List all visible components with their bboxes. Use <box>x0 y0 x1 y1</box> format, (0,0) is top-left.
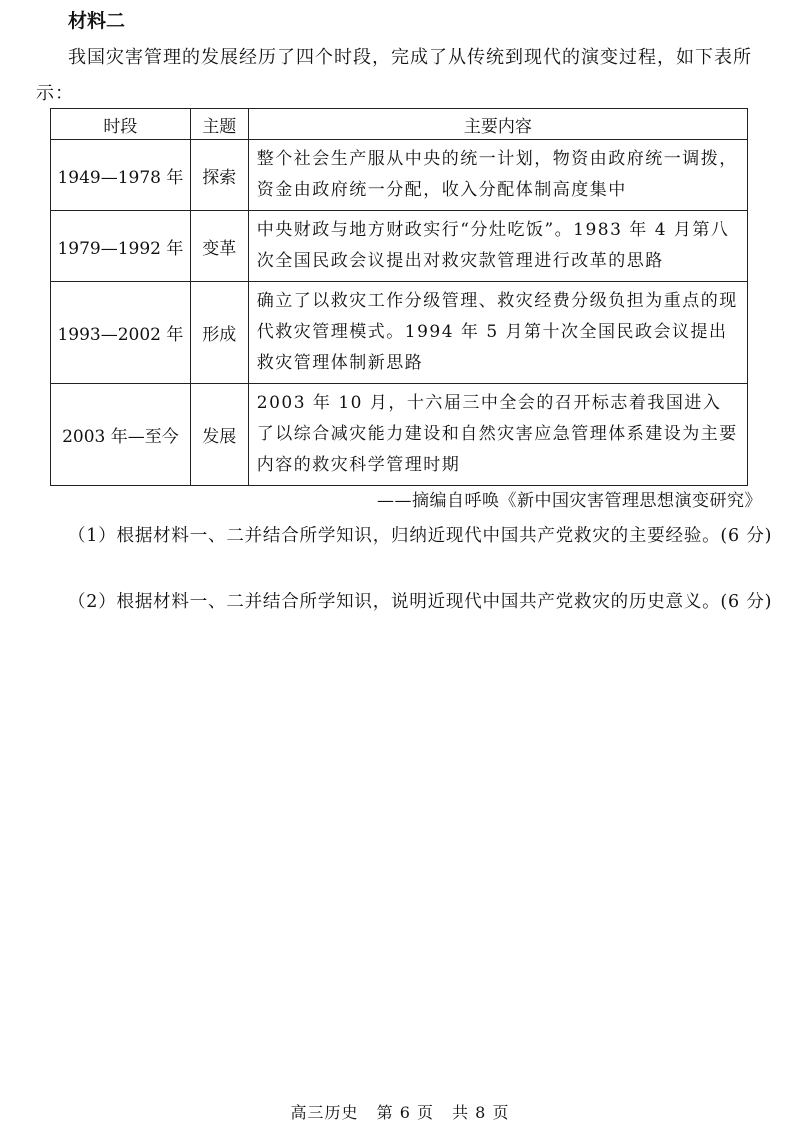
footer-total-pages: 共 8 页 <box>452 1103 510 1122</box>
period-cell: 1949—1978 年 <box>51 140 191 211</box>
period-cell: 1979—1992 年 <box>51 211 191 282</box>
header-theme: 主题 <box>190 109 248 140</box>
content-cell: 2003 年 10 月，十六届三中全会的召开标志着我国进入了以综合减灾能力建设和自然灾害应急管理体系建设为主要内容的救灾科学管理时期 <box>248 384 747 486</box>
content-cell: 整个社会生产服从中央的统一计划，物资由政府统一调拨，资金由政府统一分配，收入分配体制高度集中 <box>248 140 747 211</box>
question-1: （1）根据材料一、二并结合所学知识，归纳近现代中国共产党救灾的主要经验。(6 分) <box>68 526 773 546</box>
content-cell: 中央财政与地方财政实行“分灶吃饭”。1983 年 4 月第八次全国民政会议提出对救灾款管理进行改革的思路 <box>248 211 747 282</box>
table-header-row <box>51 109 748 140</box>
question-2: （2）根据材料一、二并结合所学知识，说明近现代中国共产党救灾的历史意义。(6 分) <box>68 592 773 612</box>
table-row <box>51 282 748 384</box>
theme-cell: 变革 <box>190 211 248 282</box>
footer-subject: 高三历史 <box>290 1103 359 1122</box>
period-cell: 1993—2002 年 <box>51 282 191 384</box>
theme-cell: 发展 <box>190 384 248 486</box>
table-row <box>51 211 748 282</box>
intro-paragraph: 我国灾害管理的发展经历了四个时段，完成了从传统到现代的演变过程，如下表所示： <box>36 47 752 104</box>
source-citation: ——摘编自呼唤《新中国灾害管理思想演变研究》 <box>377 491 762 511</box>
table-row <box>51 140 748 211</box>
page-footer <box>0 1100 800 1123</box>
period-cell: 2003 年—至今 <box>51 384 191 486</box>
theme-cell: 探索 <box>190 140 248 211</box>
theme-cell: 形成 <box>190 282 248 384</box>
footer-page-number: 第 6 页 <box>376 1103 434 1122</box>
content-cell: 确立了以救灾工作分级管理、救灾经费分级负担为重点的现代救灾管理模式。1994 年 5 月第十次全国民政会议提出救灾管理体制新思路 <box>248 282 747 384</box>
section-title: 材料二 <box>68 10 126 32</box>
header-content: 主要内容 <box>248 109 747 140</box>
table-row <box>51 384 748 486</box>
disaster-management-table <box>50 108 748 486</box>
header-period: 时段 <box>51 109 191 140</box>
